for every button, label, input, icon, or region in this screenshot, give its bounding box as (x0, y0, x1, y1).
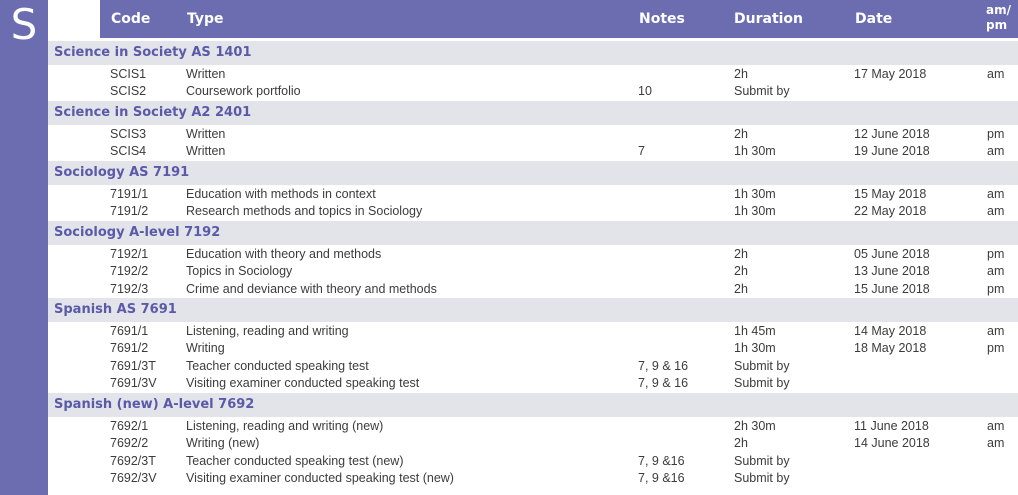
exam-timetable (48, 0, 1018, 495)
exam-code: 7192/1 (110, 247, 149, 261)
exam-code: SCIS3 (110, 127, 147, 141)
header-ampm-line2: pm (986, 18, 1008, 32)
section-header (48, 161, 1018, 185)
exam-ampm: am (987, 204, 1005, 219)
exam-duration: 1h 45m (734, 324, 776, 338)
section-title: Spanish (new) A-level 7692 (54, 397, 255, 412)
exam-date: 15 June 2018 (854, 281, 930, 296)
exam-duration: 1h 30m (734, 341, 776, 356)
exam-code: 7692/1 (110, 419, 149, 433)
table-row (48, 470, 1018, 487)
exam-duration: 2h 30m (734, 419, 776, 433)
exam-ampm: pm (987, 281, 1005, 296)
section-title: Science in Society AS 1401 (54, 45, 252, 60)
exam-notes: 7, 9 &16 (638, 470, 685, 485)
exam-code: 7692/3V (110, 470, 157, 485)
exam-duration: Submit by (734, 470, 790, 485)
exam-type: Education with theory and methods (186, 247, 382, 261)
section-title: Sociology A-level 7192 (54, 225, 221, 240)
exam-date: 12 June 2018 (854, 127, 930, 141)
exam-code: 7691/3T (110, 358, 156, 373)
exam-type: Writing (186, 341, 225, 356)
exam-duration: 2h (734, 264, 748, 279)
exam-notes: 7 (638, 144, 645, 159)
header-duration: Duration (734, 11, 804, 27)
table-row (48, 246, 1018, 263)
table-row (48, 83, 1018, 100)
exam-ampm: am (987, 187, 1005, 201)
exam-duration: Submit by (734, 358, 790, 373)
exam-notes: 7, 9 &16 (638, 453, 685, 468)
table-row (48, 281, 1018, 298)
exam-code: 7192/2 (110, 264, 149, 279)
exam-duration: 2h (734, 281, 748, 296)
table-row (48, 418, 1018, 435)
exam-type: Written (186, 127, 226, 141)
exam-duration: Submit by (734, 84, 790, 99)
exam-code: 7691/2 (110, 341, 149, 356)
section-header (48, 101, 1018, 125)
table-row (48, 375, 1018, 392)
exam-ampm: pm (987, 247, 1005, 261)
exam-duration: 2h (734, 127, 748, 141)
section-header (48, 221, 1018, 245)
table-row (48, 203, 1018, 220)
table-row (48, 358, 1018, 375)
exam-ampm: pm (987, 341, 1005, 356)
exam-code: SCIS2 (110, 84, 147, 99)
header-ampm (986, 3, 1011, 33)
exam-ampm: am (987, 264, 1005, 279)
exam-date: 15 May 2018 (854, 187, 927, 201)
exam-ampm: am (987, 144, 1005, 159)
exam-duration: 2h (734, 67, 748, 81)
table-row (48, 323, 1018, 340)
table-row (48, 126, 1018, 143)
table-row (48, 263, 1018, 280)
table-row (48, 435, 1018, 452)
exam-ampm: pm (987, 127, 1005, 141)
exam-code: 7692/2 (110, 436, 149, 451)
sidebar-letter: S (10, 0, 38, 49)
exam-type: Education with methods in context (186, 187, 376, 201)
exam-date: 14 May 2018 (854, 324, 927, 338)
exam-type: Listening, reading and writing (new) (186, 419, 384, 433)
exam-ampm: am (987, 436, 1005, 451)
section-title: Sociology AS 7191 (54, 165, 190, 180)
table-row (48, 186, 1018, 203)
exam-duration: 2h (734, 247, 748, 261)
exam-date: 22 May 2018 (854, 204, 927, 219)
exam-date: 19 June 2018 (854, 144, 930, 159)
header-ampm-line1: am/ (986, 3, 1011, 17)
exam-duration: Submit by (734, 375, 790, 390)
exam-duration: 1h 30m (734, 144, 776, 159)
exam-date: 17 May 2018 (854, 67, 927, 81)
header-type: Type (187, 11, 224, 27)
exam-date: 11 June 2018 (854, 419, 929, 433)
table-row (48, 66, 1018, 83)
exam-duration: 2h (734, 436, 748, 451)
exam-type: Written (186, 144, 226, 159)
exam-duration: 1h 30m (734, 204, 776, 219)
exam-type: Visiting examiner conducted speaking test (new) (186, 470, 454, 485)
header-date: Date (855, 11, 893, 27)
exam-duration: 1h 30m (734, 187, 776, 201)
exam-code: 7191/1 (110, 187, 149, 201)
exam-notes: 7, 9 & 16 (638, 358, 689, 373)
section-title: Spanish AS 7691 (54, 302, 177, 317)
table-row (48, 453, 1018, 470)
exam-type: Teacher conducted speaking test (186, 358, 369, 373)
table-row (48, 340, 1018, 357)
exam-code: SCIS4 (110, 144, 147, 159)
exam-type: Crime and deviance with theory and methods (186, 281, 437, 296)
exam-type: Coursework portfolio (186, 84, 301, 99)
header-notes: Notes (639, 11, 685, 27)
exam-type: Topics in Sociology (186, 264, 293, 279)
exam-type: Written (186, 67, 226, 81)
exam-code: 7691/3V (110, 375, 157, 390)
exam-code: 7192/3 (110, 281, 149, 296)
exam-code: 7191/2 (110, 204, 149, 219)
exam-date: 13 June 2018 (854, 264, 930, 279)
exam-code: SCIS1 (110, 67, 147, 81)
exam-notes: 7, 9 & 16 (638, 375, 689, 390)
exam-code: 7691/1 (110, 324, 149, 338)
exam-date: 05 June 2018 (854, 247, 930, 261)
exam-date: 14 June 2018 (854, 436, 930, 451)
section-header (48, 298, 1018, 322)
exam-type: Research methods and topics in Sociology (186, 204, 423, 219)
table-header (100, 0, 1018, 38)
exam-code: 7692/3T (110, 453, 156, 468)
exam-duration: Submit by (734, 453, 790, 468)
exam-type: Writing (new) (186, 436, 260, 451)
exam-type: Listening, reading and writing (186, 324, 349, 338)
exam-type: Teacher conducted speaking test (new) (186, 453, 404, 468)
exam-ampm: am (987, 324, 1005, 338)
sidebar-tab (0, 0, 48, 495)
exam-notes: 10 (638, 84, 652, 99)
section-header (48, 41, 1018, 65)
exam-ampm: am (987, 419, 1005, 433)
table-row (48, 143, 1018, 160)
exam-date: 18 May 2018 (854, 341, 927, 356)
section-header (48, 393, 1018, 417)
section-title: Science in Society A2 2401 (54, 105, 252, 120)
exam-ampm: am (987, 67, 1005, 81)
header-code: Code (111, 11, 151, 27)
exam-type: Visiting examiner conducted speaking test (186, 375, 420, 390)
